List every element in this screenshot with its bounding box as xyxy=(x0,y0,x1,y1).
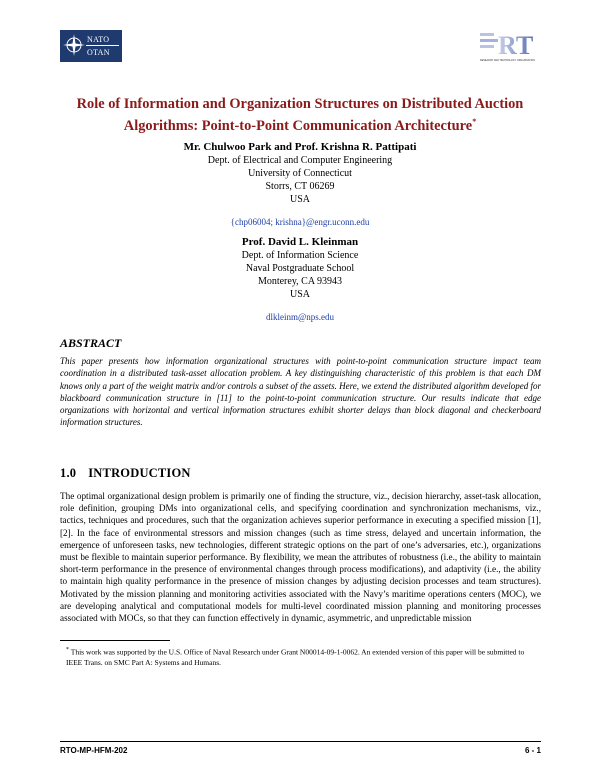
rto-logo xyxy=(478,30,542,64)
abstract-text: This paper presents how information organizational structures with point-to-point communication structure impact team coordination in a distributed task-asset allocation problem. A key distinguishing characteristic of this problem is that each DM knows only a part of the weight matrix and/or controls a subset of the assets. Here, we extend the distributed algorithm developed for blackboard communication structure in [11] to the point-to-point communication structure. Our results indicate that edge organizations with horizontal and vertical information structures exhibit shorter delays than block diagonal and checkerboard information structures. xyxy=(60,356,541,428)
section-heading-introduction xyxy=(60,466,191,481)
affiliation-line: Dept. of Information Science xyxy=(241,250,359,261)
footnote-marker: * xyxy=(66,647,69,653)
author-email[interactable]: dlkleinm@nps.edu xyxy=(265,312,335,322)
footnote xyxy=(66,645,536,668)
affiliation-line: Storrs, CT 06269 xyxy=(265,181,335,192)
nato-compass-star-icon xyxy=(63,34,85,56)
footer-report-number: RTO-MP-HFM-202 xyxy=(60,746,128,755)
title-line-1: Role of Information and Organization Structures on Distributed Auction xyxy=(76,96,524,112)
title-line-2: Algorithms: Point-to-Point Communication Architecture xyxy=(123,117,473,134)
affiliation-line: Monterey, CA 93943 xyxy=(257,276,343,287)
footer-page-number: 6 - 1 xyxy=(524,746,541,755)
section-number: 1.0 xyxy=(60,466,77,480)
footnote-divider xyxy=(60,640,170,641)
affiliation-line: USA xyxy=(289,194,310,205)
otan-logo-text: OTAN xyxy=(87,48,110,57)
author-email[interactable]: {chp06004; krishna}@engr.uconn.edu xyxy=(230,217,370,227)
nato-otan-logo xyxy=(60,30,122,62)
author-block-1 xyxy=(0,140,600,228)
affiliation-line: USA xyxy=(289,289,310,300)
title-footnote-marker: * xyxy=(472,117,477,126)
abstract-heading: ABSTRACT xyxy=(60,336,122,350)
author-names: Mr. Chulwoo Park and Prof. Krishna R. Pattipati xyxy=(183,141,417,153)
affiliation-line: Dept. of Electrical and Computer Engineering xyxy=(207,155,393,166)
paper-title xyxy=(0,96,600,135)
rt-logo-text: RT xyxy=(498,31,534,60)
footer-divider xyxy=(60,741,541,742)
section-title: INTRODUCTION xyxy=(88,466,191,480)
nato-logo-text: NATO xyxy=(87,35,110,44)
author-names: Prof. David L. Kleinman xyxy=(241,236,359,248)
author-block-2 xyxy=(0,235,600,323)
footnote-text: This work was supported by the U.S. Office of Naval Research under Grant N00014-09-1-0062. An extended version of this paper will be submitted to IEEE Trans. on SMC Part A: Systems and Humans. xyxy=(66,647,525,667)
rt-logo-caption: RESEARCH AND TECHNOLOGY ORGANISATION xyxy=(480,59,535,62)
affiliation-line: University of Connecticut xyxy=(248,168,352,179)
affiliation-line: Naval Postgraduate School xyxy=(245,263,355,274)
introduction-text: The optimal organizational design problem is primarily one of finding the structure, viz., decision hierarchy, asset-task allocation, role definition, grouping DMs into organizational cells, and specifying coordination and synchronization mechanisms, viz., tactics, techniques and procedures, such that the organization achieves superior performance in executing a specified mission [1], [2]. In the face of environmental stressors and mission changes (such as time stress, delayed and uncertain information, the emergence of unforeseen tasks, new technologies, different strategic options on the part of one’s adversaries, etc.), organizations must be flexible to maintain superior performance. By flexibility, we mean the attributes of robustness (i.e., the ability to maintain short-term performance in the presence of environmental changes through process modifications), and adaptivity (i.e., the ability to maintain high quality performance in the presence of mission changes by adjusting decision processes and team structures). Motivated by the mission planning and monitoring activities associated with the Navy’s maritime operations centers (MOC), we are developing analytical and computational models for multi-level coordinated mission planning and monitoring processes associated with MOCs, so that they can function effectively in dynamic, asymmetric, and unpredictable mission xyxy=(60,491,541,624)
nato-logo-divider xyxy=(86,45,119,46)
